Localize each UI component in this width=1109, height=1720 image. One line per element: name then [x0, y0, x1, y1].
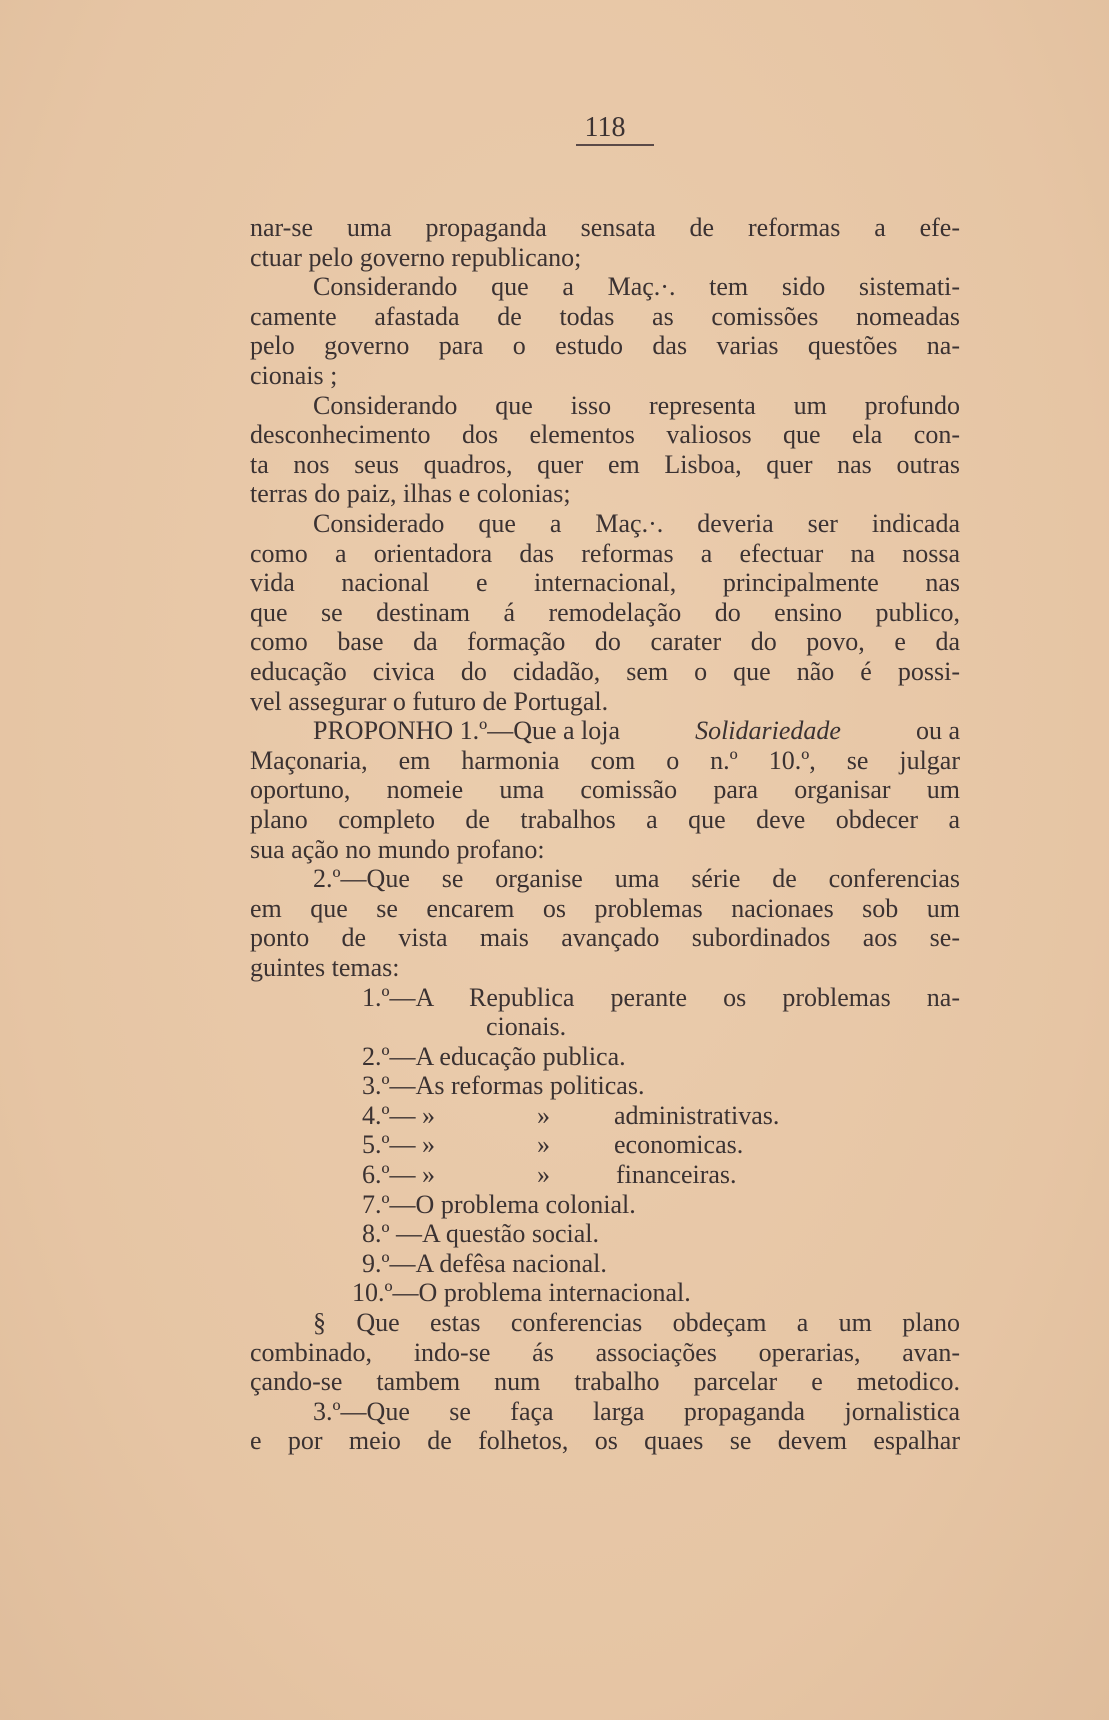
- proponho-text: PROPONHO 1.º—Que a loja: [313, 716, 621, 745]
- text-line: ponto de vista mais avançado subordinados aos se-: [250, 923, 960, 952]
- text-line: Considerando que isso representa um profundo: [313, 391, 960, 420]
- text-line: como base da formação do carater do povo, e da: [250, 627, 960, 656]
- text-line: educação civica do cidadão, sem o que não é possi-: [250, 657, 960, 686]
- theme-item: 1.º—A Republica perante os problemas na-: [362, 983, 960, 1012]
- ditto-mark: »: [422, 1160, 435, 1189]
- text-line: combinado, indo-se ás associações operarias, avan-: [250, 1338, 960, 1367]
- theme-item: 2.º—A educação publica.: [362, 1042, 626, 1071]
- ditto-mark: »: [537, 1160, 550, 1189]
- text-line: como a orientadora das reformas a efectuar na nossa: [250, 539, 960, 568]
- theme-item: 10.º—O problema internacional.: [352, 1278, 691, 1307]
- theme-item-ditto: [362, 1160, 1072, 1190]
- text-line: 2.º—Que se organise uma série de conferencias: [313, 864, 960, 893]
- text-line: em que se encarem os problemas nacionaes sob um: [250, 894, 960, 923]
- text-line: vel assegurar o futuro de Portugal.: [250, 687, 609, 716]
- item-text: administrativas.: [614, 1101, 780, 1130]
- theme-item: 7.º—O problema colonial.: [362, 1190, 636, 1219]
- text-line: 3.º—Que se faça larga propaganda jornalistica: [313, 1397, 960, 1426]
- item-text: financeiras.: [616, 1160, 737, 1189]
- text-line-proponho: [313, 716, 960, 746]
- ditto-mark: »: [422, 1101, 435, 1130]
- text-line: vida nacional e internacional, principalmente nas: [250, 568, 960, 597]
- text-line: pelo governo para o estudo das varias questões na-: [250, 331, 960, 360]
- text-line: cionais ;: [250, 361, 338, 390]
- text-line: plano completo de trabalhos a que deve obdecer a: [250, 805, 960, 834]
- page-number: 118: [584, 112, 626, 143]
- text-line: terras do paiz, ilhas e colonias;: [250, 479, 571, 508]
- text-line: sua ação no mundo profano:: [250, 835, 545, 864]
- text-line: Considerado que a Maç.·. deveria ser indicada: [313, 509, 960, 538]
- text-line: e por meio de folhetos, os quaes se devem espalhar: [250, 1426, 960, 1455]
- item-number: 5.º—: [362, 1130, 416, 1159]
- text-line: desconhecimento dos elementos valiosos que ela con-: [250, 420, 960, 449]
- item-number: 6.º—: [362, 1160, 416, 1189]
- lodge-name: Solidariedade: [695, 716, 841, 745]
- text-line: Considerando que a Maç.·. tem sido sistemati-: [313, 272, 960, 301]
- item-text: economicas.: [614, 1130, 744, 1159]
- theme-item: 9.º—A defêsa nacional.: [362, 1249, 607, 1278]
- text-line: ta nos seus quadros, quer em Lisboa, quer nas outras: [250, 450, 960, 479]
- text-line: Maçonaria, em harmonia com o n.º 10.º, se julgar: [250, 746, 960, 775]
- theme-item: 8.º —A questão social.: [362, 1219, 599, 1248]
- proponho-tail: ou a: [915, 716, 960, 745]
- text-line: nar-se uma propaganda sensata de reformas a efe-: [250, 213, 960, 242]
- page-number-rule: [576, 144, 654, 146]
- theme-item-ditto: [362, 1130, 1072, 1160]
- theme-item-ditto: [362, 1101, 1072, 1131]
- text-line: ctuar pelo governo republicano;: [250, 243, 582, 272]
- text-line: camente afastada de todas as comissões nomeadas: [250, 302, 960, 331]
- ditto-mark: »: [537, 1101, 550, 1130]
- ditto-mark: »: [537, 1130, 550, 1159]
- text-line: oportuno, nomeie uma comissão para organisar um: [250, 775, 960, 804]
- text-line: guintes temas:: [250, 953, 400, 982]
- theme-item: 3.º—As reformas politicas.: [362, 1071, 645, 1100]
- theme-item-cont: cionais.: [486, 1012, 567, 1041]
- ditto-mark: »: [422, 1130, 435, 1159]
- text-line: çando-se tambem num trabalho parcelar e metodico.: [250, 1367, 960, 1396]
- text-line: que se destinam á remodelação do ensino publico,: [250, 598, 960, 627]
- text-line: § Que estas conferencias obdeçam a um plano: [313, 1308, 960, 1337]
- item-number: 4.º—: [362, 1101, 416, 1130]
